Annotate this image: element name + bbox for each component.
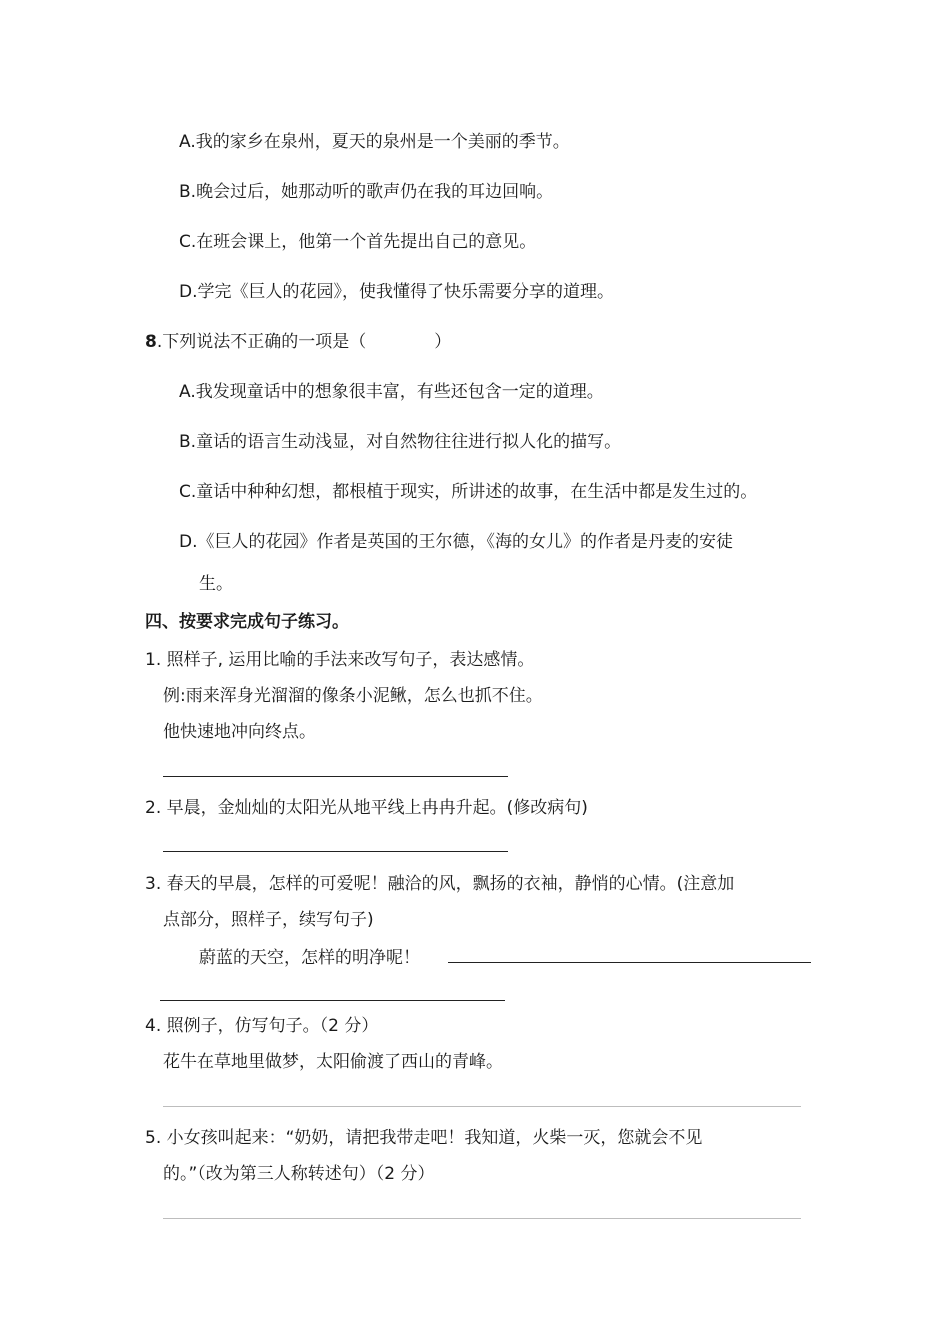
q8-question <box>145 330 451 354</box>
s4-q2-answer-line[interactable] <box>163 851 508 852</box>
q8-option-d: D.《巨人的花园》作者是英国的王尔德，《海的女儿》的作者是丹麦的安徒 <box>179 532 733 552</box>
q8-option-d-cont: 生。 <box>199 574 233 594</box>
s4-q5-prompt-line2: 的。”（改为第三人称转述句）（2 分） <box>163 1164 435 1184</box>
s4-q4-answer-line[interactable] <box>163 1106 801 1107</box>
q8-option-a: A.我发现童话中的想象很丰富，有些还包含一定的道理。 <box>179 382 604 402</box>
s4-q4-example: 花牛在草地里做梦，太阳偷渡了西山的青峰。 <box>163 1052 503 1072</box>
section-title: 四、按要求完成句子练习。 <box>145 612 349 632</box>
s4-q5-answer-line[interactable] <box>163 1218 801 1219</box>
s4-q2-prompt: 2. 早晨，金灿灿的太阳光从地平线上冉冉升起。(修改病句) <box>145 798 588 818</box>
q8-number: 8 <box>145 332 157 352</box>
q8-stem: .下列说法不正确的一项是（ ） <box>156 332 452 352</box>
q7-option-c: C.在班会课上，他第一个首先提出自己的意见。 <box>179 232 537 252</box>
q7-option-a: A.我的家乡在泉州，夏天的泉州是一个美丽的季节。 <box>179 132 570 152</box>
s4-q1-answer-line[interactable] <box>163 776 508 777</box>
s4-q3-prompt-line2: 点部分，照样子，续写句子) <box>163 910 374 930</box>
s4-q3-answer-line-1[interactable] <box>448 962 811 963</box>
s4-q4-prompt: 4. 照例子，仿写句子。（2 分） <box>145 1016 379 1036</box>
s4-q1-sentence: 他快速地冲向终点。 <box>163 722 316 742</box>
q8-option-c: C.童话中种种幻想，都根植于现实，所讲述的故事，在生活中都是发生过的。 <box>179 482 758 502</box>
s4-q1-example: 例:雨来浑身光溜溜的像条小泥鳅，怎么也抓不住。 <box>163 686 543 706</box>
s4-q1-prompt: 1. 照样子, 运用比喻的手法来改写句子，表达感情。 <box>145 650 535 670</box>
q7-option-d: D.学完《巨人的花园》，使我懂得了快乐需要分享的道理。 <box>179 282 614 302</box>
q7-option-b: B.晚会过后，她那动听的歌声仍在我的耳边回响。 <box>179 182 554 202</box>
q8-option-b: B.童话的语言生动浅显，对自然物往往进行拟人化的描写。 <box>179 432 622 452</box>
s4-q3-sentence: 蔚蓝的天空，怎样的明净呢！ <box>199 948 420 968</box>
s4-q3-answer-line-2[interactable] <box>160 1000 505 1001</box>
s4-q5-prompt-line1: 5. 小女孩叫起来：“奶奶，请把我带走吧！我知道，火柴一灭，您就会不见 <box>145 1128 703 1148</box>
s4-q3-prompt-line1: 3. 春天的早晨，怎样的可爱呢！融洽的风，飘扬的衣袖，静悄的心情。(注意加 <box>145 874 735 894</box>
